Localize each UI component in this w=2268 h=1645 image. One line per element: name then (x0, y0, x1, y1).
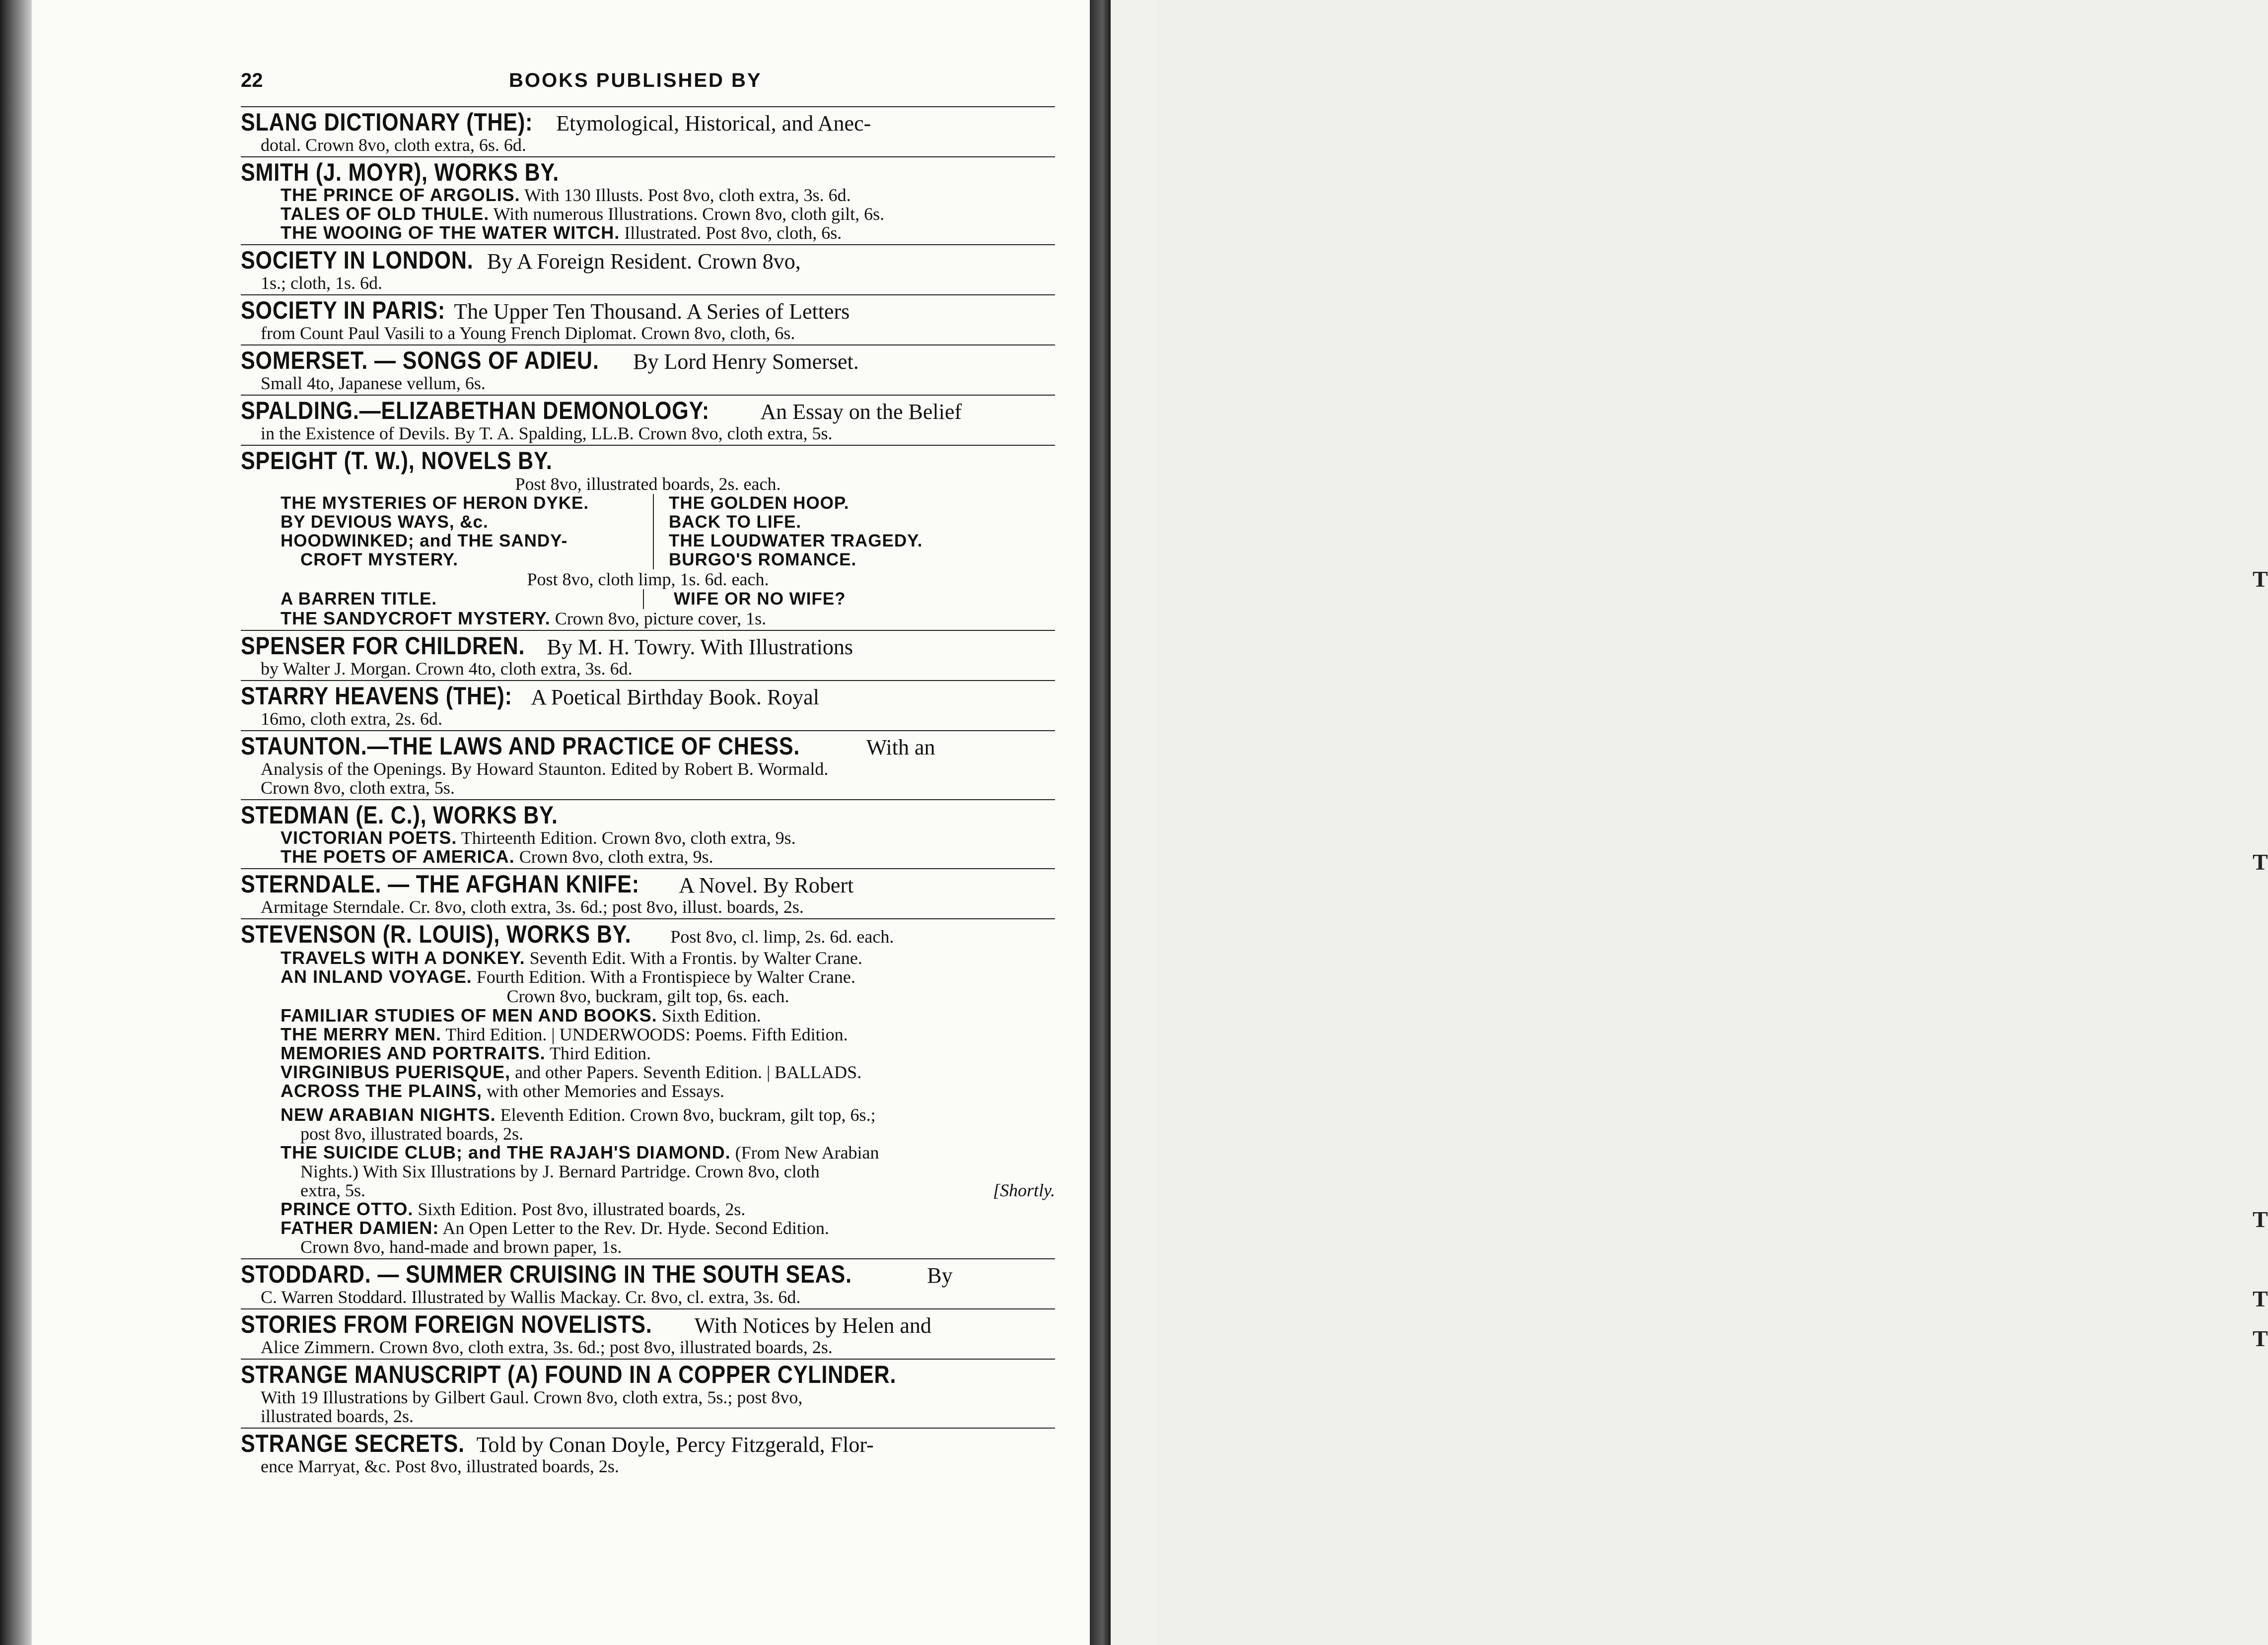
book-title: ACROSS THE PLAINS, (281, 1081, 483, 1101)
entry-rule (241, 680, 1055, 681)
running-head (241, 69, 1055, 104)
entry-heading: SPENSER FOR CHILDREN. (241, 632, 525, 660)
entry-heading: STARRY HEAVENS (THE): (241, 682, 512, 710)
book-title: VICTORIAN POETS. (281, 827, 457, 848)
catalogue-entry (241, 248, 1055, 292)
entry-heading: STODDARD. — SUMMER CRUISING IN THE SOUTH SEAS. (241, 1260, 852, 1288)
book-gutter (1090, 0, 1111, 1645)
catalogue-entry (241, 1312, 1055, 1357)
book-title: BACK TO LIFE. (669, 512, 802, 532)
entry-description: By A Foreign Resident. Crown 8vo, (487, 249, 801, 274)
book-details: with other Memories and Essays. (487, 1081, 724, 1101)
book-details: Crown 8vo, picture cover, 1s. (555, 609, 767, 628)
book-details: Thirteenth Edition. Crown 8vo, cloth extra, 9s. (461, 828, 796, 848)
entry-continuation: 1s.; cloth, 1s. 6d. (261, 273, 383, 293)
entry-description: With an (866, 735, 935, 759)
book-title: WIFE OR NO WIFE? (674, 589, 846, 609)
book-binding-edge (0, 0, 32, 1645)
sub-entry (241, 1143, 1055, 1162)
entry-heading: SOCIETY IN LONDON. (241, 246, 474, 274)
entry-heading: STORIES FROM FOREIGN NOVELISTS. (241, 1310, 652, 1338)
catalogue-entry (241, 734, 1055, 797)
entry-rule (241, 1359, 1055, 1360)
entry-heading: STAUNTON.—THE LAWS AND PRACTICE OF CHESS. (241, 732, 800, 760)
book-title: THE PRINCE OF ARGOLIS. (281, 185, 520, 205)
entry-rule (241, 395, 1055, 396)
book-title: THE MYSTERIES OF HERON DYKE. (281, 493, 589, 513)
sub-entry (241, 1006, 1055, 1025)
facing-page-letter: T (2253, 1286, 2268, 1311)
entry-continuation: in the Existence of Devils. By T. A. Spalding, LL.B. Crown 8vo, cloth extra, 5s. (261, 423, 833, 443)
entry-description: By Lord Henry Somerset. (633, 349, 859, 374)
book-title: CROFT MYSTERY. (300, 550, 458, 569)
book-details: An Open Letter to the Rev. Dr. Hyde. Second Edition. (442, 1218, 829, 1238)
entry-description: An Essay on the Belief (760, 400, 962, 424)
entry-continuation: by Walter J. Morgan. Crown 4to, cloth extra, 3s. 6d. (261, 659, 633, 679)
entry-description: The Upper Ten Thousand. A Series of Letters (454, 299, 850, 324)
page-number: 22 (241, 69, 263, 91)
entry-description: By (927, 1263, 953, 1288)
catalogue-entry (241, 634, 1055, 678)
stedman-entry (241, 803, 1055, 866)
entry-rule (241, 918, 1055, 919)
speight-entry (241, 449, 1055, 628)
entry-continuation: C. Warren Stoddard. Illustrated by Wallis Mackay. Cr. 8vo, cl. extra, 3s. 6d. (261, 1287, 801, 1307)
book-title: NEW ARABIAN NIGHTS. (281, 1104, 496, 1125)
catalogue-entry (241, 160, 1055, 242)
sub-entry (241, 1105, 1055, 1124)
entry-heading: SPEIGHT (T. W.), NOVELS BY. (241, 447, 553, 475)
entry-rule (241, 244, 1055, 245)
book-title: TRAVELS WITH A DONKEY. (281, 948, 525, 968)
sub-entry (241, 205, 1055, 223)
book-title: THE WOOING OF THE WATER WITCH. (281, 222, 620, 243)
entry-rule (241, 730, 1055, 731)
book-title: BURGO'S ROMANCE. (669, 550, 857, 569)
entry-heading: STEDMAN (E. C.), WORKS BY. (241, 801, 558, 829)
sub-entry (241, 186, 1055, 205)
sub-entry (241, 1219, 1055, 1237)
book-title: TALES OF OLD THULE. (281, 204, 490, 224)
book-title: HOODWINKED; and THE SANDY- (281, 531, 568, 550)
entry-continuation: Small 4to, Japanese vellum, 6s. (261, 373, 486, 393)
sub-entry (241, 828, 1055, 847)
book-title: THE POETS OF AMERICA. (281, 846, 515, 867)
left-column (281, 494, 654, 569)
sub-entry-continuation: Nights.) With Six Illustrations by J. Bernard Partridge. Crown 8vo, cloth (300, 1162, 820, 1181)
entry-rule (241, 106, 1055, 107)
book-title: PRINCE OTTO. (281, 1199, 414, 1219)
book-details: extra, 5s. (300, 1180, 365, 1200)
catalogue-entry (241, 348, 1055, 393)
entry-heading: SPALDING.—ELIZABETHAN DEMONOLOGY: (241, 397, 710, 424)
entry-description: Post 8vo, cl. limp, 2s. 6d. each. (670, 927, 894, 947)
entry-heading: SMITH (J. MOYR), WORKS BY. (241, 158, 560, 186)
facing-page-letter: T (2253, 566, 2268, 592)
catalogue-entry (241, 110, 1055, 154)
entry-heading: STEVENSON (R. LOUIS), WORKS BY. (241, 920, 632, 948)
entry-heading: SOMERSET. — SONGS OF ADIEU. (241, 346, 599, 374)
book-title: AN INLAND VOYAGE. (281, 966, 472, 987)
facing-page-edge (1111, 0, 2268, 1645)
entry-continuation: 16mo, cloth extra, 2s. 6d. (261, 709, 442, 729)
entry-heading: SLANG DICTIONARY (THE): (241, 108, 533, 136)
book-title: THE GOLDEN HOOP. (669, 493, 850, 513)
book-title: VIRGINIBUS PUERISQUE, (281, 1062, 511, 1082)
book-details: and other Papers. Seventh Edition. | BALLADS. (515, 1062, 862, 1082)
book-details: (From New Arabian (735, 1143, 879, 1163)
catalogue-entry (241, 298, 1055, 343)
book-title: MEMORIES AND PORTRAITS. (281, 1043, 546, 1063)
catalogue-entry (241, 399, 1055, 443)
entry-description: With Notices by Helen and (694, 1313, 931, 1338)
sub-entry (241, 1025, 1055, 1044)
running-head-title: BOOKS PUBLISHED BY (509, 69, 762, 91)
book-title: THE MERRY MEN. (281, 1024, 442, 1044)
book-title: BY DEVIOUS WAYS, &c. (281, 512, 489, 532)
entry-heading: STRANGE SECRETS. (241, 1430, 465, 1457)
entry-continuation: Alice Zimmern. Crown 8vo, cloth extra, 3s. 6d.; post 8vo, illustrated boards, 2s. (261, 1337, 833, 1357)
title-columns (241, 589, 1055, 609)
book-title: FATHER DAMIEN: (281, 1218, 439, 1238)
entry-rule (241, 294, 1055, 295)
sub-entry (241, 223, 1055, 242)
sub-entry-continuation: post 8vo, illustrated boards, 2s. (300, 1124, 523, 1144)
sub-entry (241, 1063, 1055, 1082)
entry-description: Etymological, Historical, and Anec- (556, 111, 871, 136)
book-details: With numerous Illustrations. Crown 8vo, cloth gilt, 6s. (493, 204, 885, 224)
right-column (654, 494, 1055, 569)
entry-rule (241, 868, 1055, 869)
book-title: THE SUICIDE CLUB; and THE RAJAH'S DIAMOND. (281, 1142, 731, 1163)
sub-entry (241, 1082, 1055, 1100)
book-details: Fourth Edition. With a Frontispiece by Walter Crane. (476, 967, 855, 987)
entry-continuation: ence Marryat, &c. Post 8vo, illustrated boards, 2s. (261, 1456, 619, 1476)
book-details: Eleventh Edition. Crown 8vo, buckram, gilt top, 6s.; (500, 1105, 876, 1125)
book-title: FAMILIAR STUDIES OF MEN AND BOOKS. (281, 1005, 657, 1026)
entry-description: A Poetical Birthday Book. Royal (531, 685, 819, 709)
sub-entry (241, 609, 1055, 628)
price-note: Crown 8vo, buckram, gilt top, 6s. each. (506, 986, 789, 1006)
book-title: THE LOUDWATER TRAGEDY. (669, 531, 923, 550)
sub-entry (241, 949, 1055, 967)
book-details: Sixth Edition. Post 8vo, illustrated boards, 2s. (418, 1199, 746, 1219)
sub-entry (241, 1044, 1055, 1063)
facing-page-letter: T (2253, 849, 2268, 875)
forthcoming-note: [Shortly. (992, 1180, 1055, 1200)
book-details: With 130 Illusts. Post 8vo, cloth extra, 3s. 6d. (524, 185, 851, 205)
entry-continuation: dotal. Crown 8vo, cloth extra, 6s. 6d. (261, 135, 526, 155)
sterndale-entry (241, 872, 1055, 916)
book-details: Seventh Edit. With a Frontis. by Walter Crane. (529, 948, 862, 968)
entry-description: By M. H. Towry. With Illustrations (547, 635, 853, 659)
sub-entry-continuation: Crown 8vo, hand-made and brown paper, 1s. (300, 1237, 622, 1257)
catalogue-entry (241, 1262, 1055, 1306)
entry-heading: STRANGE MANUSCRIPT (A) FOUND IN A COPPER CYLINDER. (241, 1361, 897, 1388)
sub-entry (241, 1200, 1055, 1219)
entry-rule (241, 799, 1055, 800)
entry-rule (241, 630, 1055, 631)
book-details: Third Edition. | UNDERWOODS: Poems. Fifth Edition. (445, 1025, 848, 1044)
book-details: Illustrated. Post 8vo, cloth, 6s. (624, 223, 842, 243)
facing-page-letter: T (2253, 1207, 2268, 1232)
book-title: THE SANDYCROFT MYSTERY. (281, 608, 551, 628)
entry-continuation: from Count Paul Vasili to a Young French Diplomat. Crown 8vo, cloth, 6s. (261, 323, 795, 343)
book-title: A BARREN TITLE. (281, 589, 644, 609)
entry-rule (241, 1258, 1055, 1259)
entry-continuation: With 19 Illustrations by Gilbert Gaul. Crown 8vo, cloth extra, 5s.; post 8vo, (261, 1387, 803, 1407)
entry-heading: STERNDALE. — THE AFGHAN KNIFE: (241, 870, 639, 898)
entry-continuation: illustrated boards, 2s. (261, 1406, 414, 1426)
book-details: Third Edition. (550, 1043, 651, 1063)
sub-entry (241, 967, 1055, 986)
price-note: Post 8vo, cloth limp, 1s. 6d. each. (527, 569, 769, 589)
entry-rule (241, 445, 1055, 446)
entry-rule (241, 156, 1055, 157)
entry-rule (241, 1428, 1055, 1429)
entry-continuation: Crown 8vo, cloth extra, 5s. (261, 778, 455, 798)
entry-heading: SOCIETY IN PARIS: (241, 296, 446, 324)
page-content (241, 69, 1055, 1478)
entry-description: Told by Conan Doyle, Percy Fitzgerald, Flor- (476, 1433, 874, 1457)
stevenson-entry (241, 922, 1055, 1256)
catalogue-entry (241, 1432, 1055, 1476)
price-note: Post 8vo, illustrated boards, 2s. each. (515, 474, 781, 494)
sub-entry-continuation (241, 1181, 1055, 1200)
catalogue-entry (241, 1363, 1055, 1426)
book-details: Crown 8vo, cloth extra, 9s. (519, 847, 713, 867)
entry-rule (241, 344, 1055, 345)
catalogue-entry (241, 684, 1055, 728)
entry-rule (241, 1308, 1055, 1309)
title-columns (241, 494, 1055, 569)
entry-continuation: Armitage Sterndale. Cr. 8vo, cloth extra, 3s. 6d.; post 8vo, illust. boards, 2s. (261, 897, 804, 917)
entry-continuation: Analysis of the Openings. By Howard Staunton. Edited by Robert B. Wormald. (261, 759, 829, 779)
facing-page-letter: T (2253, 1326, 2268, 1351)
sub-entry (241, 847, 1055, 866)
entry-description: A Novel. By Robert (679, 873, 854, 897)
book-details: Sixth Edition. (661, 1006, 761, 1026)
